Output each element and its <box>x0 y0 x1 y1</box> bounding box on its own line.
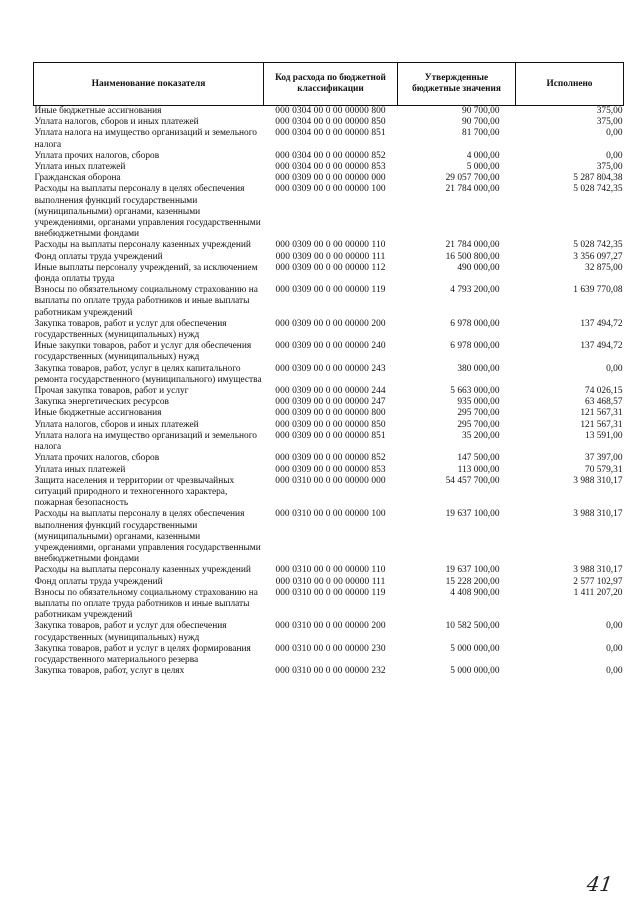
row-name-cell: Закупка товаров, работ и услуг для обеспечения государственных (муниципальных) нужд <box>34 318 227 341</box>
row-executed-cell: 1 411 207,20 <box>573 587 623 598</box>
row-code-cell: 000 0310 00 0 00 00000 110 <box>275 565 386 576</box>
row-code-cell: 000 0310 00 0 00 00000 119 <box>275 587 386 598</box>
row-name-cell: Взносы по обязательному социальному страхованию на выплаты по оплате труда работников и иные выплаты работникам учреждений <box>34 587 258 621</box>
row-approved-cell: 5 663 000,00 <box>450 386 500 397</box>
table-row <box>34 173 624 184</box>
table-row <box>34 128 624 150</box>
row-approved-cell: 380 000,00 <box>457 363 500 374</box>
row-approved-cell: 16 500 800,00 <box>445 251 500 262</box>
row-name-cell: Закупка товаров, работ и услуг в целях формирования государственного материального резерва <box>34 643 251 665</box>
row-executed-cell: 13 591,00 <box>585 430 623 441</box>
table-row <box>34 184 624 240</box>
row-name-cell: Уплата налога на имущество организаций и земельного налога <box>34 128 257 150</box>
table-row <box>34 162 624 173</box>
table-row <box>34 565 624 576</box>
row-executed-cell: 375,00 <box>596 117 623 128</box>
row-code-cell: 000 0304 00 0 00 00000 852 <box>275 150 386 161</box>
row-code-cell: 000 0309 00 0 00 00000 111 <box>275 251 386 262</box>
row-code-cell: 000 0309 00 0 00 00000 851 <box>275 430 386 441</box>
row-approved-cell: 113 000,00 <box>457 464 500 475</box>
row-approved-cell: 5 000 000,00 <box>450 643 500 654</box>
row-name-cell: Прочая закупка товаров, работ и услуг <box>34 386 189 397</box>
row-code-cell: 000 0309 00 0 00 00000 852 <box>275 453 386 464</box>
row-approved-cell: 490 000,00 <box>457 262 500 273</box>
row-name-cell: Иные бюджетные ассигнования <box>34 106 162 116</box>
row-name-cell: Расходы на выплаты персоналу в целях обеспечения выполнения функций государственными (муниципальными) органами, казенными учреждениями, органами управления государственными внебюджетными фондами <box>34 509 261 565</box>
row-code-cell: 000 0304 00 0 00 00000 850 <box>275 117 386 128</box>
row-code-cell: 000 0309 00 0 00 00000 200 <box>275 318 386 329</box>
table-row <box>34 117 624 128</box>
table-row <box>34 666 624 677</box>
row-executed-cell: 37 397,00 <box>585 453 623 464</box>
row-approved-cell: 5 000,00 <box>466 162 500 173</box>
row-code-cell: 000 0310 00 0 00 00000 111 <box>275 576 386 587</box>
row-name-cell: Уплата налогов, сборов и иных платежей <box>34 117 199 128</box>
row-executed-cell: 5 028 742,35 <box>573 240 623 251</box>
row-executed-cell: 74 026,15 <box>585 386 623 397</box>
row-name-cell: Закупка энергетических ресурсов <box>34 397 169 408</box>
row-approved-cell: 295 700,00 <box>457 419 500 430</box>
row-approved-cell: 19 637 100,00 <box>445 565 500 576</box>
row-name-cell: Расходы на выплаты персоналу казенных учреждений <box>34 240 251 251</box>
header-executed: Исполнено <box>516 63 624 106</box>
row-approved-cell: 4 793 200,00 <box>450 285 500 296</box>
row-approved-cell: 4 408 900,00 <box>450 587 500 598</box>
row-executed-cell: 375,00 <box>596 106 623 116</box>
header-approved: Утвержденные бюджетные значения <box>398 63 516 106</box>
row-code-cell: 000 0309 00 0 00 00000 853 <box>275 464 386 475</box>
row-name-cell: Иные закупки товаров, работ и услуг для обеспечения государственных (муниципальных) нужд <box>34 341 252 363</box>
row-approved-cell: 35 200,00 <box>462 430 500 441</box>
row-code-cell: 000 0309 00 0 00 00000 850 <box>275 419 386 430</box>
row-code-cell: 000 0309 00 0 00 00000 110 <box>275 240 386 251</box>
row-code-cell: 000 0309 00 0 00 00000 244 <box>275 386 386 397</box>
table-row <box>34 397 624 408</box>
page-number: 41 <box>585 872 615 896</box>
row-executed-cell: 137 494,72 <box>580 341 623 352</box>
row-executed-cell: 3 988 310,17 <box>573 475 623 486</box>
row-name-cell: Уплата прочих налогов, сборов <box>34 150 160 161</box>
row-approved-cell: 147 500,00 <box>457 453 500 464</box>
row-name-cell: Расходы на выплаты персоналу казенных учреждений <box>34 565 251 576</box>
row-name-cell: Взносы по обязательному социальному страхованию на выплаты по оплате труда работников и иные выплаты работникам учреждений <box>34 285 258 318</box>
row-executed-cell: 0,00 <box>606 150 623 161</box>
row-name-cell: Иные бюджетные ассигнования <box>34 408 162 419</box>
row-code-cell: 000 0310 00 0 00 00000 230 <box>275 643 386 654</box>
row-name-cell: Уплата налогов, сборов и иных платежей <box>34 419 199 430</box>
row-executed-cell: 375,00 <box>596 162 623 173</box>
row-code-cell: 000 0309 00 0 00 00000 112 <box>275 262 386 273</box>
row-code-cell: 000 0309 00 0 00 00000 240 <box>275 341 386 352</box>
row-name-cell: Защита населения и территории от чрезвычайных ситуаций природного и техногенного характера, пожарная безопасность <box>34 475 235 509</box>
table-row <box>34 431 624 453</box>
row-name-cell: Закупка товаров, работ, услуг в целях <box>34 666 185 677</box>
row-approved-cell: 935 000,00 <box>457 397 500 408</box>
row-name-cell: Фонд оплаты труда учреждений <box>34 251 163 262</box>
row-code-cell: 000 0304 00 0 00 00000 851 <box>275 128 386 139</box>
table-row <box>34 408 624 419</box>
row-executed-cell: 121 567,31 <box>580 408 623 419</box>
table-row <box>34 453 624 464</box>
row-executed-cell: 121 567,31 <box>580 419 623 430</box>
row-code-cell: 000 0309 00 0 00 00000 000 <box>275 173 386 184</box>
row-executed-cell: 5 028 742,35 <box>573 184 623 195</box>
row-code-cell: 000 0309 00 0 00 00000 119 <box>275 285 386 296</box>
table-row <box>34 151 624 162</box>
row-name-cell: Иные выплаты персоналу учреждений, за исключением фонда оплаты труда <box>34 262 258 285</box>
row-code-cell: 000 0310 00 0 00 00000 232 <box>275 666 386 677</box>
table-row <box>34 364 624 386</box>
row-name-cell: Уплата иных платежей <box>34 464 126 475</box>
row-name-cell: Гражданская оборона <box>34 173 121 184</box>
row-name-cell: Фонд оплаты труда учреждений <box>34 576 163 587</box>
row-approved-cell: 90 700,00 <box>462 117 500 128</box>
row-approved-cell: 295 700,00 <box>457 408 500 419</box>
row-executed-cell: 63 468,57 <box>585 397 623 408</box>
table-body <box>34 106 624 678</box>
row-approved-cell: 10 582 500,00 <box>445 621 500 632</box>
table-row <box>34 106 624 118</box>
row-executed-cell: 137 494,72 <box>580 318 623 329</box>
row-code-cell: 000 0309 00 0 00 00000 100 <box>275 184 386 195</box>
row-approved-cell: 90 700,00 <box>462 106 500 116</box>
row-executed-cell: 3 356 097,27 <box>573 251 623 262</box>
row-code-cell: 000 0309 00 0 00 00000 243 <box>275 363 386 374</box>
row-approved-cell: 4 000,00 <box>466 150 500 161</box>
row-executed-cell: 0,00 <box>606 128 623 139</box>
row-approved-cell: 5 000 000,00 <box>450 666 500 677</box>
row-code-cell: 000 0310 00 0 00 00000 000 <box>275 475 386 486</box>
row-name-cell: Закупка товаров, работ и услуг для обеспечения государственных (муниципальных) нужд <box>34 621 227 643</box>
table-row <box>34 252 624 263</box>
document-page <box>33 62 623 677</box>
row-executed-cell: 0,00 <box>606 643 623 654</box>
table-header <box>34 63 624 106</box>
row-name-cell: Уплата иных платежей <box>34 162 126 173</box>
row-executed-cell: 3 988 310,17 <box>573 565 623 576</box>
row-approved-cell: 15 228 200,00 <box>445 576 500 587</box>
table-row <box>34 509 624 565</box>
header-name: Наименование показателя <box>34 63 264 106</box>
row-approved-cell: 81 700,00 <box>462 128 500 139</box>
table-row <box>34 577 624 588</box>
table-row <box>34 420 624 431</box>
row-name-cell: Уплата прочих налогов, сборов <box>34 453 160 464</box>
row-approved-cell: 6 978 000,00 <box>450 341 500 352</box>
row-code-cell: 000 0309 00 0 00 00000 247 <box>275 397 386 408</box>
row-executed-cell: 1 639 770,08 <box>573 285 623 296</box>
table-row <box>34 476 624 510</box>
row-name-cell: Закупка товаров, работ, услуг в целях капитального ремонта государственного (муниципального) имущества <box>34 363 262 385</box>
table-row <box>34 588 624 622</box>
row-name-cell: Уплата налога на имущество организаций и земельного налога <box>34 430 257 453</box>
row-executed-cell: 0,00 <box>606 621 623 632</box>
row-code-cell: 000 0304 00 0 00 00000 800 <box>275 106 386 116</box>
table-row <box>34 263 624 285</box>
table-row <box>34 465 624 476</box>
row-code-cell: 000 0304 00 0 00 00000 853 <box>275 162 386 173</box>
table-row <box>34 644 624 666</box>
row-approved-cell: 29 057 700,00 <box>445 173 500 184</box>
row-executed-cell: 32 875,00 <box>585 262 623 273</box>
table-row <box>34 386 624 397</box>
row-executed-cell: 0,00 <box>606 363 623 374</box>
row-code-cell: 000 0309 00 0 00 00000 800 <box>275 408 386 419</box>
row-code-cell: 000 0310 00 0 00 00000 100 <box>275 509 386 520</box>
row-approved-cell: 54 457 700,00 <box>445 475 500 486</box>
row-executed-cell: 70 579,31 <box>585 464 623 475</box>
header-code: Код расхода по бюджетной классификации <box>264 63 398 106</box>
table-row <box>34 319 624 341</box>
table-row <box>34 240 624 251</box>
table-row <box>34 341 624 363</box>
table-row <box>34 285 624 319</box>
row-approved-cell: 6 978 000,00 <box>450 318 500 329</box>
row-name-cell: Расходы на выплаты персоналу в целях обеспечения выполнения функций государственными (муниципальными) органами, казенными учреждениями, органами управления государственными внебюджетными фондами <box>34 184 261 240</box>
row-code-cell: 000 0310 00 0 00 00000 200 <box>275 621 386 632</box>
row-approved-cell: 21 784 000,00 <box>445 240 500 251</box>
row-executed-cell: 5 287 804,38 <box>573 173 623 184</box>
budget-execution-table <box>33 62 624 677</box>
row-approved-cell: 21 784 000,00 <box>445 184 500 195</box>
row-executed-cell: 3 988 310,17 <box>573 509 623 520</box>
table-row <box>34 621 624 643</box>
row-executed-cell: 2 577 102,97 <box>573 576 623 587</box>
row-executed-cell: 0,00 <box>606 666 623 677</box>
row-approved-cell: 19 637 100,00 <box>445 509 500 520</box>
